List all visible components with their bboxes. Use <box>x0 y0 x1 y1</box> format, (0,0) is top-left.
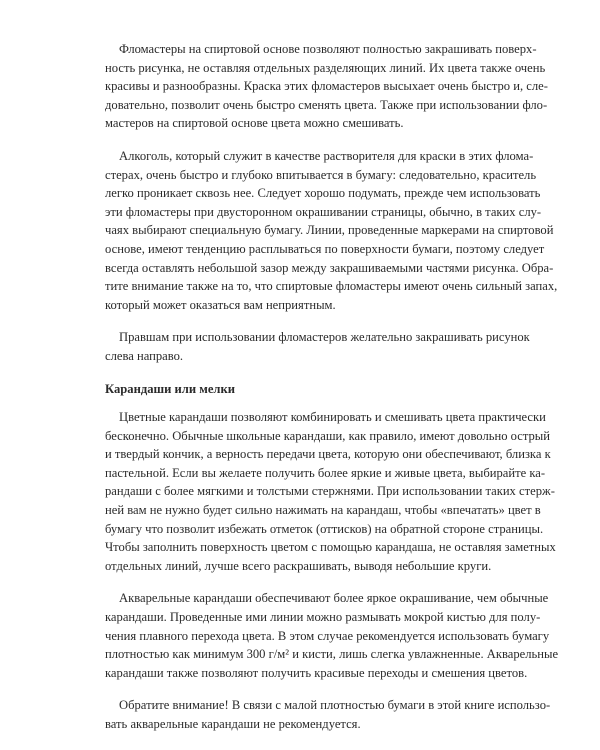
paragraph <box>105 408 556 575</box>
text-line: слева направо. <box>105 348 184 363</box>
text-line: карандаши. Проведенные ими линии можно размывать мокрой кистью для полу- <box>105 610 541 625</box>
section-heading: Карандаши или мелки <box>105 381 235 396</box>
text-line: тите внимание также на то, что спиртовые фломастеры имеют очень сильный запах, <box>105 279 558 294</box>
text-line: довательно, позволит очень быстро сменять цвета. Также при использовании фло- <box>105 97 548 112</box>
text-line: чения плавного перехода цвета. В этом случае рекомендуется использовать бумагу <box>105 628 550 643</box>
text-line: и твердый кончик, а верность передачи цвета, которую они обеспечивают, близка к <box>105 447 551 462</box>
text-line: всегда оставлять небольшой зазор между закрашиваемыми частями рисунка. Обра- <box>105 260 554 275</box>
text-section-markers <box>105 40 558 366</box>
text-line: стерах, очень быстро и глубоко впитывается в бумагу: следовательно, краситель <box>105 167 537 182</box>
text-line: вать акварельные карандаши не рекомендуется. <box>105 717 361 731</box>
text-line: Обратите внимание! В связи с малой плотностью бумаги в этой книге использо- <box>119 698 551 713</box>
paragraph <box>105 589 559 682</box>
text-line: Чтобы заполнить поверхность цветом с помощью карандаша, не оставляя заметных <box>105 540 556 555</box>
text-line: Фломастеры на спиртовой основе позволяют полностью закрашивать поверх- <box>119 42 537 56</box>
text-line: пастельной. Если вы желаете получить более яркие и живые цвета, выбирайте ка- <box>105 465 546 480</box>
text-line: рандаши с более мягкими и толстыми стержнями. При использовании таких стерж- <box>105 484 555 499</box>
text-line: Цветные карандаши позволяют комбинировать и смешивать цвета практически <box>119 410 546 425</box>
paragraph <box>105 696 551 733</box>
text-line: плотностью как минимум 300 г/м² и кисти, лишь слегка увлажненные. Акварельные <box>105 647 559 662</box>
text-line: мастеров на спиртовой основе цвета можно смешивать. <box>105 116 404 131</box>
text-line: Акварельные карандаши обеспечивают более яркое окрашивание, чем обычные <box>119 591 549 606</box>
paragraph <box>105 147 558 314</box>
text-line: карандаши также позволяют получить красивые переходы и смешения цветов. <box>105 665 528 680</box>
text-line: ность рисунка, не оставляя отдельных разделяющих линий. Их цвета также очень <box>105 60 546 75</box>
text-line: чаях выбирают специальную бумагу. Линии, проведенные маркерами на спиртовой <box>105 223 554 238</box>
text-line: Алкоголь, который служит в качестве растворителя для краски в этих флома- <box>119 148 534 163</box>
text-line: Правшам при использовании фломастеров желательно закрашивать рисунок <box>119 330 530 345</box>
text-section-pencils <box>105 408 559 734</box>
paragraph <box>105 328 530 365</box>
text-line: который может оказаться вам неприятным. <box>105 297 336 312</box>
text-line: отдельных линий, лучше всего раскрашивать, выводя небольшие круги. <box>105 558 492 573</box>
text-line: ней вам не нужно будет сильно нажимать на карандаш, чтобы «впечатать» цвет в <box>105 503 541 518</box>
paragraph <box>105 40 548 133</box>
text-line: эти фломастеры при двусторонном окрашивании страницы, обычно, в таких слу- <box>105 204 542 219</box>
text-line: красивы и разнообразны. Краска этих фломастеров высыхает очень быстро и, сле- <box>105 79 548 94</box>
text-line: бесконечно. Обычные школьные карандаши, как правило, имеют довольно острый <box>105 428 551 443</box>
text-line: основе, имеют тенденцию расплываться по поверхности бумаги, поэтому следует <box>105 241 545 256</box>
text-line: бумагу что позволит избежать отметок (оттисков) на обратной стороне страницы. <box>105 521 544 536</box>
text-line: легко проникает сквозь нее. Следует хорошо подумать, прежде чем использовать <box>105 186 541 201</box>
